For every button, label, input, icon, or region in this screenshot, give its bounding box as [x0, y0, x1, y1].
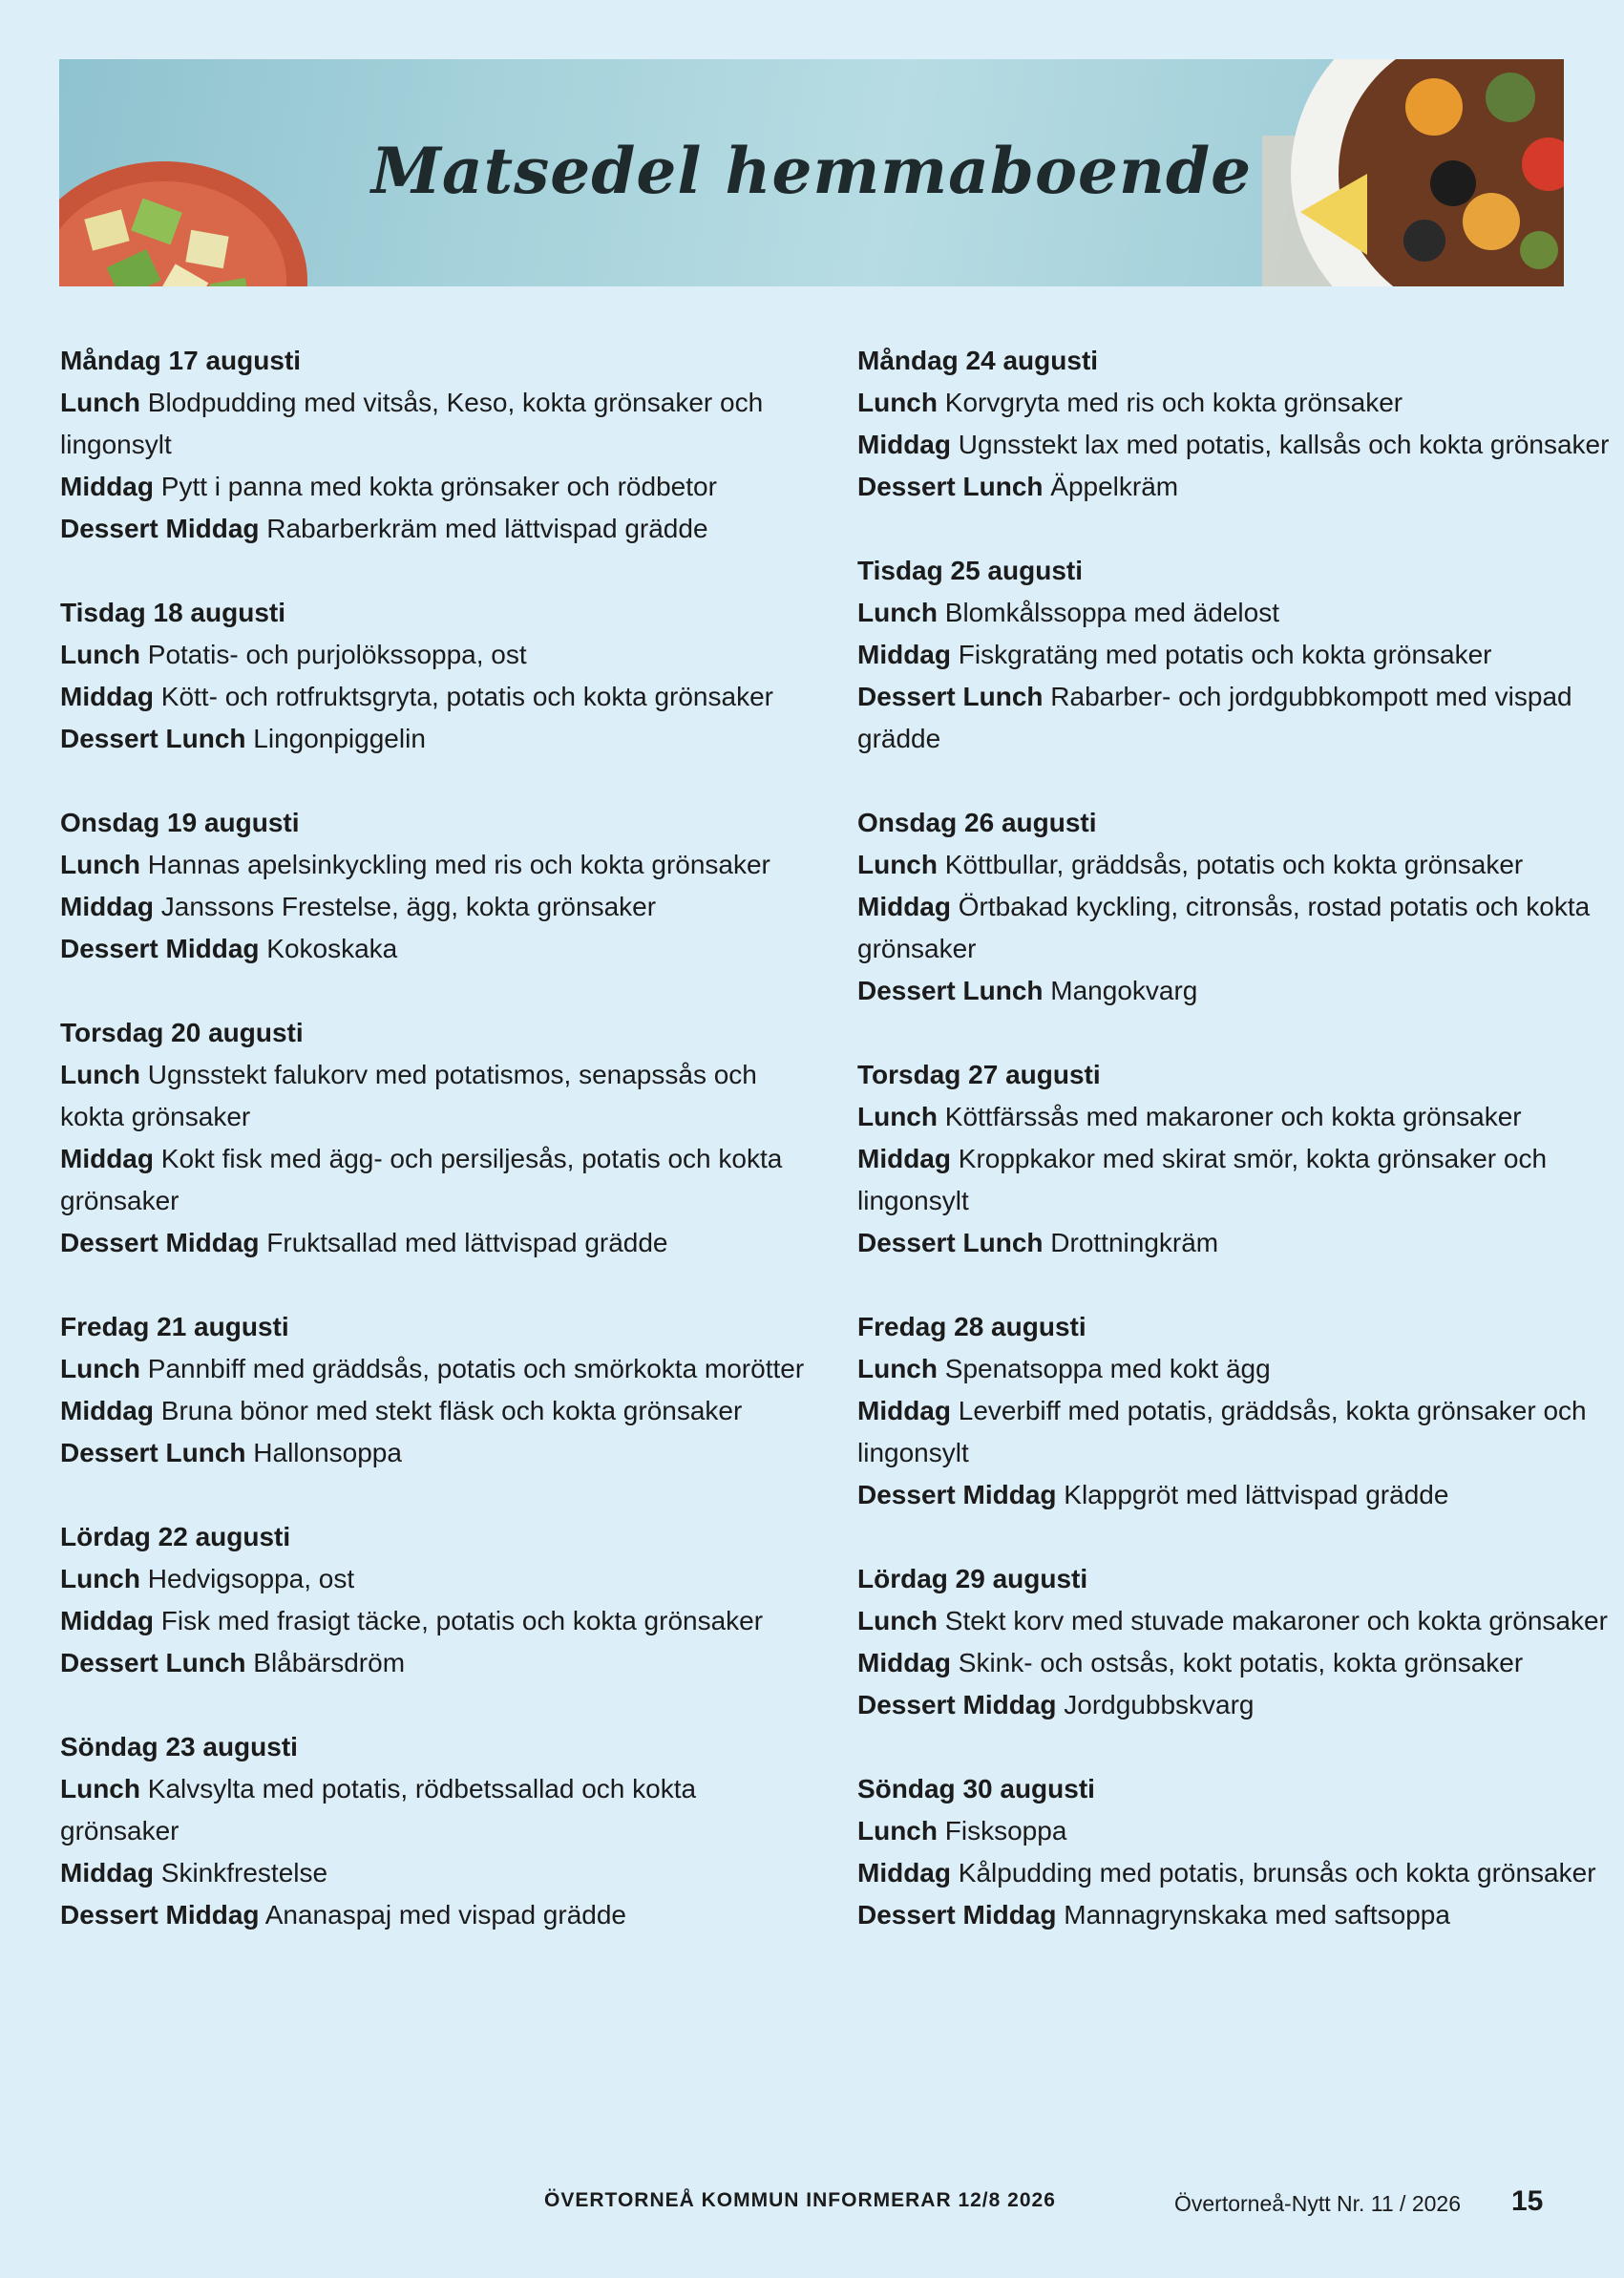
meal-label: Middag	[60, 682, 154, 711]
meal-label: Dessert Middag	[60, 1228, 260, 1257]
meal-item	[857, 844, 1612, 886]
meal-item	[857, 634, 1612, 676]
meal-label: Dessert Lunch	[60, 1438, 246, 1467]
meal-item	[60, 718, 814, 760]
day-title: Lördag 22 augusti	[60, 1522, 291, 1551]
meal-text: Pannbiff med gräddsås, potatis och smörkokta morötter	[147, 1354, 805, 1383]
meal-text: Skink- och ostsås, kokt potatis, kokta grönsaker	[958, 1648, 1524, 1677]
day-block	[60, 592, 814, 760]
meal-text: Mangokvarg	[1050, 976, 1198, 1005]
meal-label: Dessert Middag	[60, 514, 260, 543]
menu-column-right	[857, 340, 1612, 1978]
meal-text: Kött- och rotfruktsgryta, potatis och kokta grönsaker	[160, 682, 773, 711]
meal-text: Fruktsallad med lättvispad grädde	[266, 1228, 668, 1257]
day-title: Fredag 21 augusti	[60, 1312, 289, 1341]
meal-label: Dessert Lunch	[857, 976, 1044, 1005]
meal-item	[60, 1642, 814, 1684]
day-block	[857, 1558, 1612, 1726]
meal-label: Middag	[857, 1144, 951, 1173]
meal-item	[60, 1054, 814, 1138]
meal-text: Fisk med frasigt täcke, potatis och kokta grönsaker	[160, 1606, 764, 1635]
day-title: Söndag 23 augusti	[60, 1732, 298, 1761]
meal-item	[60, 1768, 814, 1852]
meal-item	[60, 634, 814, 676]
meal-label: Dessert Middag	[60, 934, 260, 963]
meal-item	[60, 1894, 814, 1936]
meal-item	[857, 424, 1612, 466]
meal-item	[857, 970, 1612, 1012]
meal-item	[857, 1348, 1612, 1390]
day-block	[60, 1012, 814, 1264]
meal-text: Janssons Frestelse, ägg, kokta grönsaker	[160, 892, 657, 921]
meal-label: Lunch	[857, 598, 938, 627]
meal-text: Rabarber- och jordgubbkompott med vispad grädde	[857, 682, 1572, 753]
meal-label: Lunch	[60, 1564, 140, 1593]
meal-item	[60, 1852, 814, 1894]
meal-item	[60, 1558, 814, 1600]
meal-text: Mannagrynskaka med saftsoppa	[1064, 1900, 1450, 1930]
meal-label: Lunch	[60, 850, 140, 879]
meal-text: Pytt i panna med kokta grönsaker och rödbetor	[160, 472, 717, 501]
meal-item	[60, 382, 814, 466]
day-title: Tisdag 18 augusti	[60, 598, 285, 627]
meal-item	[60, 1432, 814, 1474]
meal-text: Leverbiff med potatis, gräddsås, kokta grönsaker och lingonsylt	[857, 1396, 1587, 1467]
meal-item	[60, 928, 814, 970]
footer-issue: Övertorneå-Nytt Nr. 11 / 2026	[1174, 2191, 1461, 2216]
meal-text: Hedvigsoppa, ost	[147, 1564, 355, 1593]
meal-label: Lunch	[60, 1354, 140, 1383]
meal-label: Lunch	[857, 1354, 938, 1383]
meal-text: Lingonpiggelin	[253, 724, 426, 753]
day-block	[857, 340, 1612, 508]
meal-label: Dessert Middag	[857, 1900, 1057, 1930]
meal-label: Lunch	[857, 1816, 938, 1846]
day-block	[60, 802, 814, 970]
meal-label: Dessert Lunch	[857, 1228, 1044, 1257]
meal-label: Middag	[60, 1606, 154, 1635]
meal-text: Ugnsstekt falukorv med potatismos, senapssås och kokta grönsaker	[60, 1060, 757, 1131]
day-block	[60, 1516, 814, 1684]
meal-label: Middag	[857, 1648, 951, 1677]
meal-item	[857, 592, 1612, 634]
meal-text: Hannas apelsinkyckling med ris och kokta grönsaker	[147, 850, 770, 879]
meal-label: Lunch	[857, 1102, 938, 1131]
meal-item	[857, 1852, 1612, 1894]
meal-item	[60, 1600, 814, 1642]
meal-label: Dessert Middag	[60, 1900, 260, 1930]
day-block	[857, 1306, 1612, 1516]
meal-text: Kålpudding med potatis, brunsås och kokta grönsaker	[958, 1858, 1596, 1888]
meal-label: Lunch	[60, 1774, 140, 1803]
meal-label: Lunch	[857, 388, 938, 417]
meal-label: Dessert Lunch	[60, 1648, 246, 1677]
meal-label: Middag	[60, 1144, 154, 1173]
day-title: Torsdag 27 augusti	[857, 1060, 1101, 1089]
meal-label: Middag	[857, 640, 951, 669]
meal-item	[60, 508, 814, 550]
day-block	[60, 1726, 814, 1936]
meal-text: Kroppkakor med skirat smör, kokta grönsaker och lingonsylt	[857, 1144, 1548, 1215]
meal-text: Kalvsylta med potatis, rödbetssallad och kokta grönsaker	[60, 1774, 697, 1846]
day-title: Måndag 24 augusti	[857, 346, 1099, 375]
day-title: Fredag 28 augusti	[857, 1312, 1086, 1341]
meal-text: Drottningkräm	[1050, 1228, 1219, 1257]
meal-text: Ugnsstekt lax med potatis, kallsås och kokta grönsaker	[958, 430, 1610, 459]
meal-label: Middag	[60, 1396, 154, 1425]
meal-label: Dessert Lunch	[60, 724, 246, 753]
meal-text: Korvgryta med ris och kokta grönsaker	[944, 388, 1403, 417]
day-block	[60, 1306, 814, 1474]
meal-label: Middag	[60, 892, 154, 921]
meal-text: Bruna bönor med stekt fläsk och kokta grönsaker	[160, 1396, 743, 1425]
meal-item	[857, 1390, 1612, 1474]
day-block	[857, 550, 1612, 760]
day-title: Onsdag 19 augusti	[60, 808, 300, 837]
meal-label: Middag	[857, 1858, 951, 1888]
meal-label: Lunch	[60, 640, 140, 669]
meal-item	[60, 1138, 814, 1222]
meal-text: Örtbakad kyckling, citronsås, rostad potatis och kokta grönsaker	[857, 892, 1591, 963]
meal-item	[60, 1222, 814, 1264]
meal-label: Middag	[857, 892, 951, 921]
meal-text: Hallonsoppa	[253, 1438, 402, 1467]
meal-label: Dessert Lunch	[857, 682, 1044, 711]
meal-text: Blomkålssoppa med ädelost	[944, 598, 1279, 627]
footer-publisher: ÖVERTORNEÅ KOMMUN INFORMERAR 12/8 2026	[544, 2189, 1056, 2211]
meal-label: Lunch	[857, 850, 938, 879]
meal-label: Lunch	[857, 1606, 938, 1635]
day-title: Söndag 30 augusti	[857, 1774, 1095, 1803]
page-number: 15	[1511, 2185, 1544, 2217]
meal-label: Lunch	[60, 1060, 140, 1089]
day-block	[857, 802, 1612, 1012]
day-block	[857, 1768, 1612, 1936]
meal-text: Fiskgratäng med potatis och kokta grönsaker	[958, 640, 1492, 669]
meal-label: Middag	[60, 472, 154, 501]
meal-text: Ananaspaj med vispad grädde	[264, 1900, 626, 1930]
meal-item	[857, 1894, 1612, 1936]
meal-text: Köttbullar, gräddsås, potatis och kokta grönsaker	[944, 850, 1524, 879]
meal-text: Jordgubbskvarg	[1064, 1690, 1255, 1719]
meal-item	[857, 466, 1612, 508]
meal-item	[60, 466, 814, 508]
meal-text: Fisksoppa	[944, 1816, 1067, 1846]
meal-label: Middag	[857, 1396, 951, 1425]
meal-text: Blåbärsdröm	[253, 1648, 406, 1677]
meal-label: Lunch	[60, 388, 140, 417]
meal-item	[857, 1642, 1612, 1684]
header-banner	[59, 59, 1564, 286]
meal-item	[857, 676, 1612, 760]
day-title: Tisdag 25 augusti	[857, 556, 1083, 585]
meal-item	[857, 1810, 1612, 1852]
meal-item	[60, 886, 814, 928]
meal-label: Dessert Middag	[857, 1690, 1057, 1719]
meal-text: Kokoskaka	[266, 934, 398, 963]
day-title: Onsdag 26 augusti	[857, 808, 1097, 837]
vegetable-plate-image	[1262, 59, 1564, 286]
meal-item	[857, 382, 1612, 424]
menu-column-left	[60, 340, 814, 1978]
meal-text: Spenatsoppa med kokt ägg	[944, 1354, 1271, 1383]
meal-text: Potatis- och purjolökssoppa, ost	[147, 640, 527, 669]
meal-item	[857, 1138, 1612, 1222]
meal-label: Dessert Middag	[857, 1480, 1057, 1509]
meal-text: Rabarberkräm med lättvispad grädde	[266, 514, 708, 543]
day-block	[857, 1054, 1612, 1264]
meal-item	[857, 1684, 1612, 1726]
meal-text: Stekt korv med stuvade makaroner och kokta grönsaker	[944, 1606, 1608, 1635]
meal-item	[857, 1600, 1612, 1642]
meal-item	[60, 844, 814, 886]
meal-label: Middag	[60, 1858, 154, 1888]
day-title: Måndag 17 augusti	[60, 346, 302, 375]
meal-label: Middag	[857, 430, 951, 459]
page-title: Matsedel hemmaboende	[370, 134, 1253, 208]
meal-item	[857, 1096, 1612, 1138]
meal-item	[857, 1222, 1612, 1264]
meal-text: Skinkfrestelse	[160, 1858, 328, 1888]
meal-item	[857, 1474, 1612, 1516]
day-title: Torsdag 20 augusti	[60, 1018, 304, 1047]
day-block	[60, 340, 814, 550]
meal-item	[60, 676, 814, 718]
meal-item	[60, 1390, 814, 1432]
meal-text: Blodpudding med vitsås, Keso, kokta grönsaker och lingonsylt	[60, 388, 764, 459]
meal-text: Kokt fisk med ägg- och persiljesås, potatis och kokta grönsaker	[60, 1144, 783, 1215]
meal-item	[60, 1348, 814, 1390]
meal-item	[857, 886, 1612, 970]
meal-text: Köttfärssås med makaroner och kokta grönsaker	[944, 1102, 1522, 1131]
meal-label: Dessert Lunch	[857, 472, 1044, 501]
day-title: Lördag 29 augusti	[857, 1564, 1088, 1593]
meal-text: Äppelkräm	[1050, 472, 1179, 501]
meal-text: Klappgröt med lättvispad grädde	[1064, 1480, 1449, 1509]
